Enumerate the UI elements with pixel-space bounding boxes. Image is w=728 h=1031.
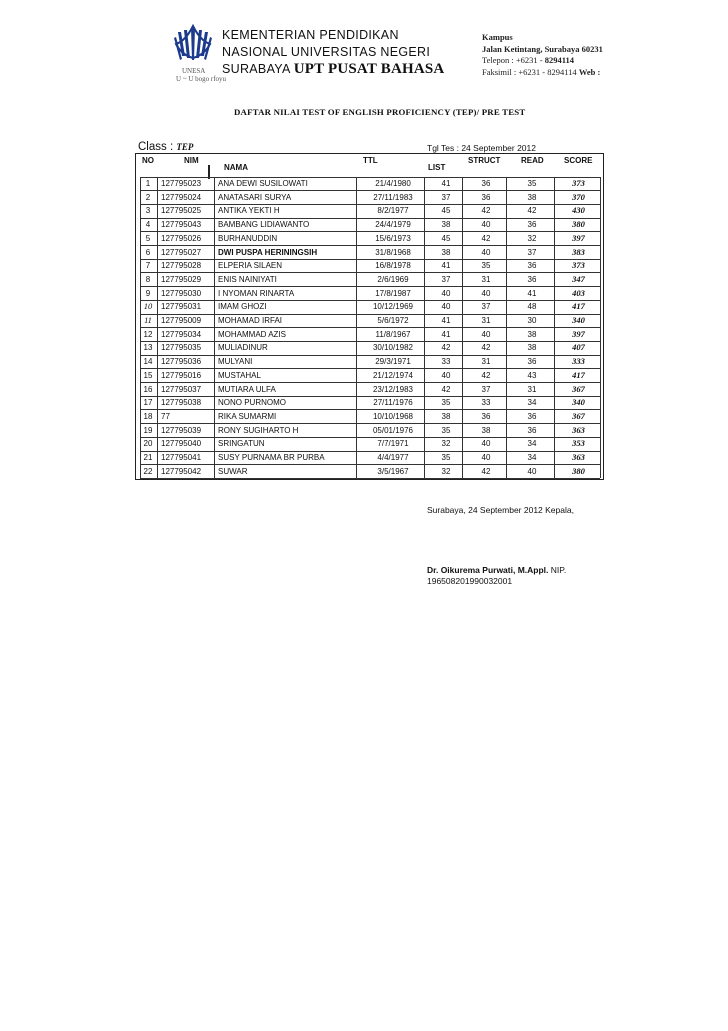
cell-list: 41 [441, 329, 451, 339]
cell-nim: 127795030 [161, 288, 202, 298]
address: Jalan Ketintang, Surabaya 60231 [482, 43, 603, 54]
cell-score: 380 [572, 219, 585, 230]
col-header-nama: NAMA [224, 163, 248, 172]
cell-list: 42 [441, 343, 451, 353]
cell-score: 347 [572, 273, 585, 284]
cell-list: 42 [441, 384, 451, 394]
cell-score: 403 [572, 287, 585, 298]
column-divider [214, 177, 215, 478]
cell-struct: 31 [481, 316, 491, 325]
col-header-score: SCORE [564, 156, 593, 165]
cell-no: 18 [143, 411, 153, 421]
cell-no: 20 [143, 439, 153, 449]
cell-ttl: 17/8/1987 [375, 288, 411, 298]
cell-read: 48 [527, 302, 537, 312]
col-header-ttl: TTL [363, 156, 378, 165]
cell-no: 3 [145, 206, 151, 216]
cell-read: 35 [527, 179, 537, 188]
cell-name: ANA DEWI SUSILOWATI [218, 179, 308, 188]
cell-read: 30 [527, 316, 537, 325]
cell-no: 15 [143, 370, 153, 380]
cell-name: I NYOMAN RINARTA [218, 288, 295, 298]
cell-nim: 127795023 [161, 179, 202, 188]
cell-list: 40 [441, 288, 451, 298]
cell-score: 363 [572, 452, 585, 462]
cell-read: 36 [527, 261, 537, 271]
column-divider [462, 177, 463, 478]
cell-ttl: 31/8/1968 [375, 247, 411, 257]
cell-ttl: 3/5/1967 [377, 466, 409, 476]
cell-no: 16 [143, 384, 153, 394]
cell-no: 8 [145, 274, 151, 284]
column-divider [140, 177, 141, 478]
cell-name: MULIADINUR [218, 343, 268, 353]
test-date: Tgl Tes : 24 September 2012 [427, 143, 536, 153]
cell-list: 45 [441, 233, 451, 243]
cell-ttl: 27/11/1983 [373, 192, 413, 202]
cell-name: DWI PUSPA HERININGSIH [218, 247, 318, 257]
cell-score: 340 [572, 397, 585, 408]
cell-ttl: 16/8/1978 [375, 261, 411, 271]
cell-no: 9 [145, 288, 151, 298]
table-row [140, 396, 600, 409]
cell-nim: 127795036 [161, 357, 202, 367]
col-header-read: READ [521, 156, 544, 165]
cell-ttl: 10/10/1968 [372, 411, 414, 421]
col-header-no: NO [142, 156, 154, 165]
cell-struct: 42 [481, 233, 491, 243]
cell-nim: 127795043 [161, 220, 202, 230]
row-divider [140, 478, 600, 479]
cell-nim: 127795038 [161, 398, 202, 408]
cell-struct: 40 [481, 329, 491, 339]
institution-header [222, 27, 444, 78]
cell-score: 333 [572, 356, 585, 367]
cell-read: 36 [527, 220, 537, 230]
table-row [140, 383, 600, 396]
cell-nim: 77 [161, 411, 170, 421]
cell-score: 353 [572, 438, 585, 449]
cell-name: ENIS NAINIYATI [218, 274, 277, 284]
cell-nim: 127795024 [161, 192, 202, 202]
class-line [138, 141, 193, 153]
cell-name: SUSY PURNAMA BR PURBA [218, 453, 325, 462]
cell-ttl: 2/6/1969 [377, 274, 409, 284]
cell-score: 373 [572, 260, 585, 271]
cell-name: NONO PURNOMO [218, 398, 286, 408]
column-divider [424, 177, 425, 478]
table-row [140, 246, 600, 259]
cell-score: 383 [572, 246, 585, 257]
cell-no: 19 [143, 425, 153, 435]
column-divider [356, 177, 357, 478]
unit-line [222, 61, 444, 78]
cell-read: 43 [527, 370, 537, 380]
cell-no: 13 [143, 343, 153, 353]
cell-struct: 40 [481, 288, 491, 298]
cell-ttl: 10/12/1969 [372, 302, 414, 312]
cell-name: MULYANI [218, 357, 253, 367]
cell-name: RONY SUGIHARTO H [218, 425, 299, 435]
table-row [140, 177, 600, 190]
cell-struct: 37 [481, 384, 491, 394]
logo-caption [176, 67, 226, 83]
cell-read: 41 [527, 288, 537, 298]
cell-struct: 42 [481, 206, 491, 216]
cell-read: 36 [527, 425, 537, 435]
cell-ttl: 24/4/1979 [375, 220, 411, 230]
cell-ttl: 21/12/1974 [372, 370, 414, 380]
cell-nim: 127795041 [161, 453, 202, 462]
cell-nim: 127795016 [161, 370, 202, 380]
cell-score: 363 [572, 424, 585, 435]
table-row [140, 341, 600, 354]
cell-score: 380 [572, 465, 585, 476]
cell-read: 36 [527, 357, 537, 367]
cell-list: 37 [441, 274, 451, 284]
cell-list: 41 [441, 261, 451, 271]
cell-score: 397 [572, 328, 585, 339]
cell-list: 38 [441, 220, 451, 230]
table-row [140, 355, 600, 368]
cell-no: 2 [145, 192, 151, 202]
logo-subtext: U ~ U bogo rfoyu [176, 75, 227, 83]
table-row [140, 218, 600, 231]
cell-struct: 36 [481, 192, 491, 202]
cell-list: 40 [441, 370, 451, 380]
cell-list: 32 [441, 439, 451, 449]
cell-read: 32 [527, 233, 537, 243]
cell-no: 1 [145, 179, 151, 188]
cell-score: 370 [572, 191, 585, 202]
cell-struct: 31 [481, 274, 491, 284]
cell-no: 22 [143, 466, 153, 476]
cell-read: 37 [527, 247, 537, 257]
table-row [140, 424, 600, 437]
cell-no: 11 [144, 315, 152, 325]
cell-no: 7 [145, 261, 151, 271]
cell-nim: 127795025 [161, 206, 202, 216]
cell-nim: 127795009 [161, 316, 202, 325]
cell-struct: 38 [481, 425, 491, 435]
cell-list: 37 [441, 192, 451, 202]
cell-score: 373 [572, 178, 585, 188]
cell-nim: 127795037 [161, 384, 202, 394]
table-row [140, 191, 600, 204]
cell-list: 38 [441, 411, 451, 421]
cell-name: SRINGATUN [218, 439, 265, 449]
city-name: SURABAYA [222, 62, 290, 76]
column-divider [554, 177, 555, 478]
cell-no: 6 [145, 247, 151, 257]
cell-struct: 40 [481, 439, 491, 449]
table-row [140, 369, 600, 382]
col-header-struct: STRUCT [468, 156, 501, 165]
unit-name: UPT PUSAT BAHASA [293, 61, 445, 77]
cell-nim: 127795029 [161, 274, 202, 284]
cell-struct: 31 [481, 357, 491, 367]
cell-list: 40 [441, 302, 451, 312]
signature-place-date: Surabaya, 24 September 2012 Kepala, [427, 505, 574, 515]
cell-no: 17 [143, 398, 153, 408]
signatory-name: Dr. Oikurema Purwati, M.Appl. [427, 565, 549, 575]
cell-score: 417 [572, 301, 585, 312]
table-row [140, 437, 600, 450]
ministry-name: KEMENTERIAN PENDIDIKAN [222, 28, 399, 42]
cell-ttl: 11/8/1967 [375, 329, 411, 339]
class-label: Class : [138, 141, 174, 153]
cell-nim: 127795042 [161, 466, 202, 476]
col-header-list: LIST [428, 163, 446, 172]
cell-name: MOHAMMAD AZIS [218, 329, 287, 339]
cell-name: IMAM GHOZI [218, 302, 267, 312]
cell-score: 340 [572, 315, 585, 325]
cell-score: 417 [572, 369, 585, 380]
cell-name: MUSTAHAL [218, 370, 261, 380]
cell-read: 34 [527, 453, 537, 462]
cell-read: 40 [527, 466, 537, 476]
campus-label: Kampus [482, 32, 513, 42]
cell-score: 367 [572, 410, 585, 421]
cell-read: 34 [527, 439, 537, 449]
cell-list: 35 [441, 453, 451, 462]
fax-label: Faksimil : +6231 - 8294114 [482, 66, 577, 77]
nip-label: NIP. [550, 565, 567, 575]
cell-nim: 127795028 [161, 261, 202, 271]
cell-list: 38 [441, 247, 451, 257]
cell-score: 430 [572, 205, 585, 216]
cell-ttl: 8/2/1977 [377, 206, 409, 216]
table-row [140, 273, 600, 286]
cell-nim: 127795039 [161, 425, 202, 435]
cell-list: 45 [441, 206, 451, 216]
cell-score: 367 [572, 383, 585, 394]
cell-name: MOHAMAD IRFAI [218, 316, 283, 325]
table-row [140, 232, 600, 245]
cell-list: 35 [441, 398, 451, 408]
cell-nim: 127795026 [161, 233, 202, 243]
cell-read: 34 [527, 398, 537, 408]
logo-text: UNESA [182, 67, 206, 75]
cell-list: 33 [441, 357, 451, 367]
cell-struct: 33 [481, 398, 491, 408]
cell-list: 32 [441, 466, 451, 476]
cell-read: 36 [527, 274, 537, 284]
cell-struct: 40 [481, 220, 491, 230]
nip-number: 196508201990032001 [427, 576, 513, 586]
col-header-nim: NIM [184, 156, 199, 165]
cell-read: 31 [527, 384, 537, 394]
cell-no: 12 [143, 329, 153, 339]
cell-read: 38 [527, 329, 537, 339]
cell-struct: 36 [481, 179, 491, 188]
column-divider [157, 177, 158, 478]
cell-score: 397 [572, 232, 585, 243]
table-row [140, 204, 600, 217]
cell-no: 4 [145, 220, 151, 230]
cell-ttl: 21/4/1980 [375, 179, 411, 188]
cell-struct: 42 [481, 370, 491, 380]
table-row [140, 300, 600, 313]
table-row [140, 259, 600, 272]
cell-struct: 35 [481, 261, 491, 271]
cell-ttl: 05/01/1976 [372, 425, 414, 435]
class-value: TEP [176, 142, 194, 152]
cell-ttl: 5/6/1972 [377, 316, 409, 325]
cell-name: BAMBANG LIDIAWANTO [218, 220, 310, 230]
cell-ttl: 7/7/1971 [377, 439, 409, 449]
cell-struct: 37 [481, 302, 491, 312]
column-divider [600, 177, 601, 478]
cell-ttl: 4/4/1977 [377, 453, 409, 462]
cell-ttl: 27/11/1976 [373, 398, 413, 408]
table-row [140, 410, 600, 423]
web-label: Web : [578, 66, 601, 77]
cell-read: 42 [527, 206, 537, 216]
cell-read: 38 [527, 343, 537, 353]
table-row [140, 328, 600, 341]
cell-name: BURHANUDDIN [218, 233, 278, 243]
cell-nim: 127795040 [161, 439, 202, 449]
cell-name: ELPERIA SILAEN [218, 261, 283, 271]
cell-nim: 127795034 [161, 329, 202, 339]
cell-ttl: 29/3/1971 [375, 357, 411, 367]
cell-nim: 127795035 [161, 343, 202, 353]
cell-list: 41 [441, 179, 451, 188]
column-divider [506, 177, 507, 478]
cell-name: ANTIKA YEKTI H [218, 206, 280, 216]
cell-list: 35 [441, 425, 451, 435]
phone-label: Telepon : +6231 - [482, 55, 543, 65]
cell-ttl: 15/6/1973 [375, 233, 411, 243]
cell-no: 14 [143, 357, 153, 367]
cell-name: SUWAR [218, 466, 248, 476]
cell-ttl: 23/12/1983 [372, 384, 414, 394]
cell-no: 5 [145, 233, 151, 243]
cell-list: 41 [441, 316, 451, 325]
contact-block [482, 32, 603, 78]
cell-name: MUTIARA ULFA [218, 384, 276, 394]
cell-no: 21 [143, 453, 153, 462]
cell-no: 10 [143, 301, 153, 312]
cell-nim: 127795031 [161, 302, 202, 312]
table-row [140, 314, 600, 327]
cell-nim: 127795027 [161, 247, 202, 257]
cell-name: ANATASARI SURYA [218, 192, 292, 202]
table-row [140, 465, 600, 478]
cell-name: RIKA SUMARMI [218, 411, 277, 421]
cell-read: 38 [527, 192, 537, 202]
cell-struct: 42 [481, 343, 491, 353]
cell-struct: 42 [481, 466, 491, 476]
phone-number: 8294114 [544, 55, 575, 65]
table-row [140, 287, 600, 300]
document-title: DAFTAR NILAI TEST OF ENGLISH PROFICIENCY (TEP)/ PRE TEST [234, 107, 526, 117]
cell-score: 407 [572, 342, 585, 353]
cell-struct: 40 [481, 247, 491, 257]
cell-ttl: 30/10/1982 [372, 343, 414, 353]
row-divider [140, 177, 600, 178]
university-name: NASIONAL UNIVERSITAS NEGERI [222, 45, 431, 59]
table-row [140, 451, 600, 464]
cell-struct: 40 [481, 453, 491, 462]
cell-struct: 36 [481, 411, 491, 421]
cell-read: 36 [527, 411, 537, 421]
signature-block [427, 565, 566, 587]
